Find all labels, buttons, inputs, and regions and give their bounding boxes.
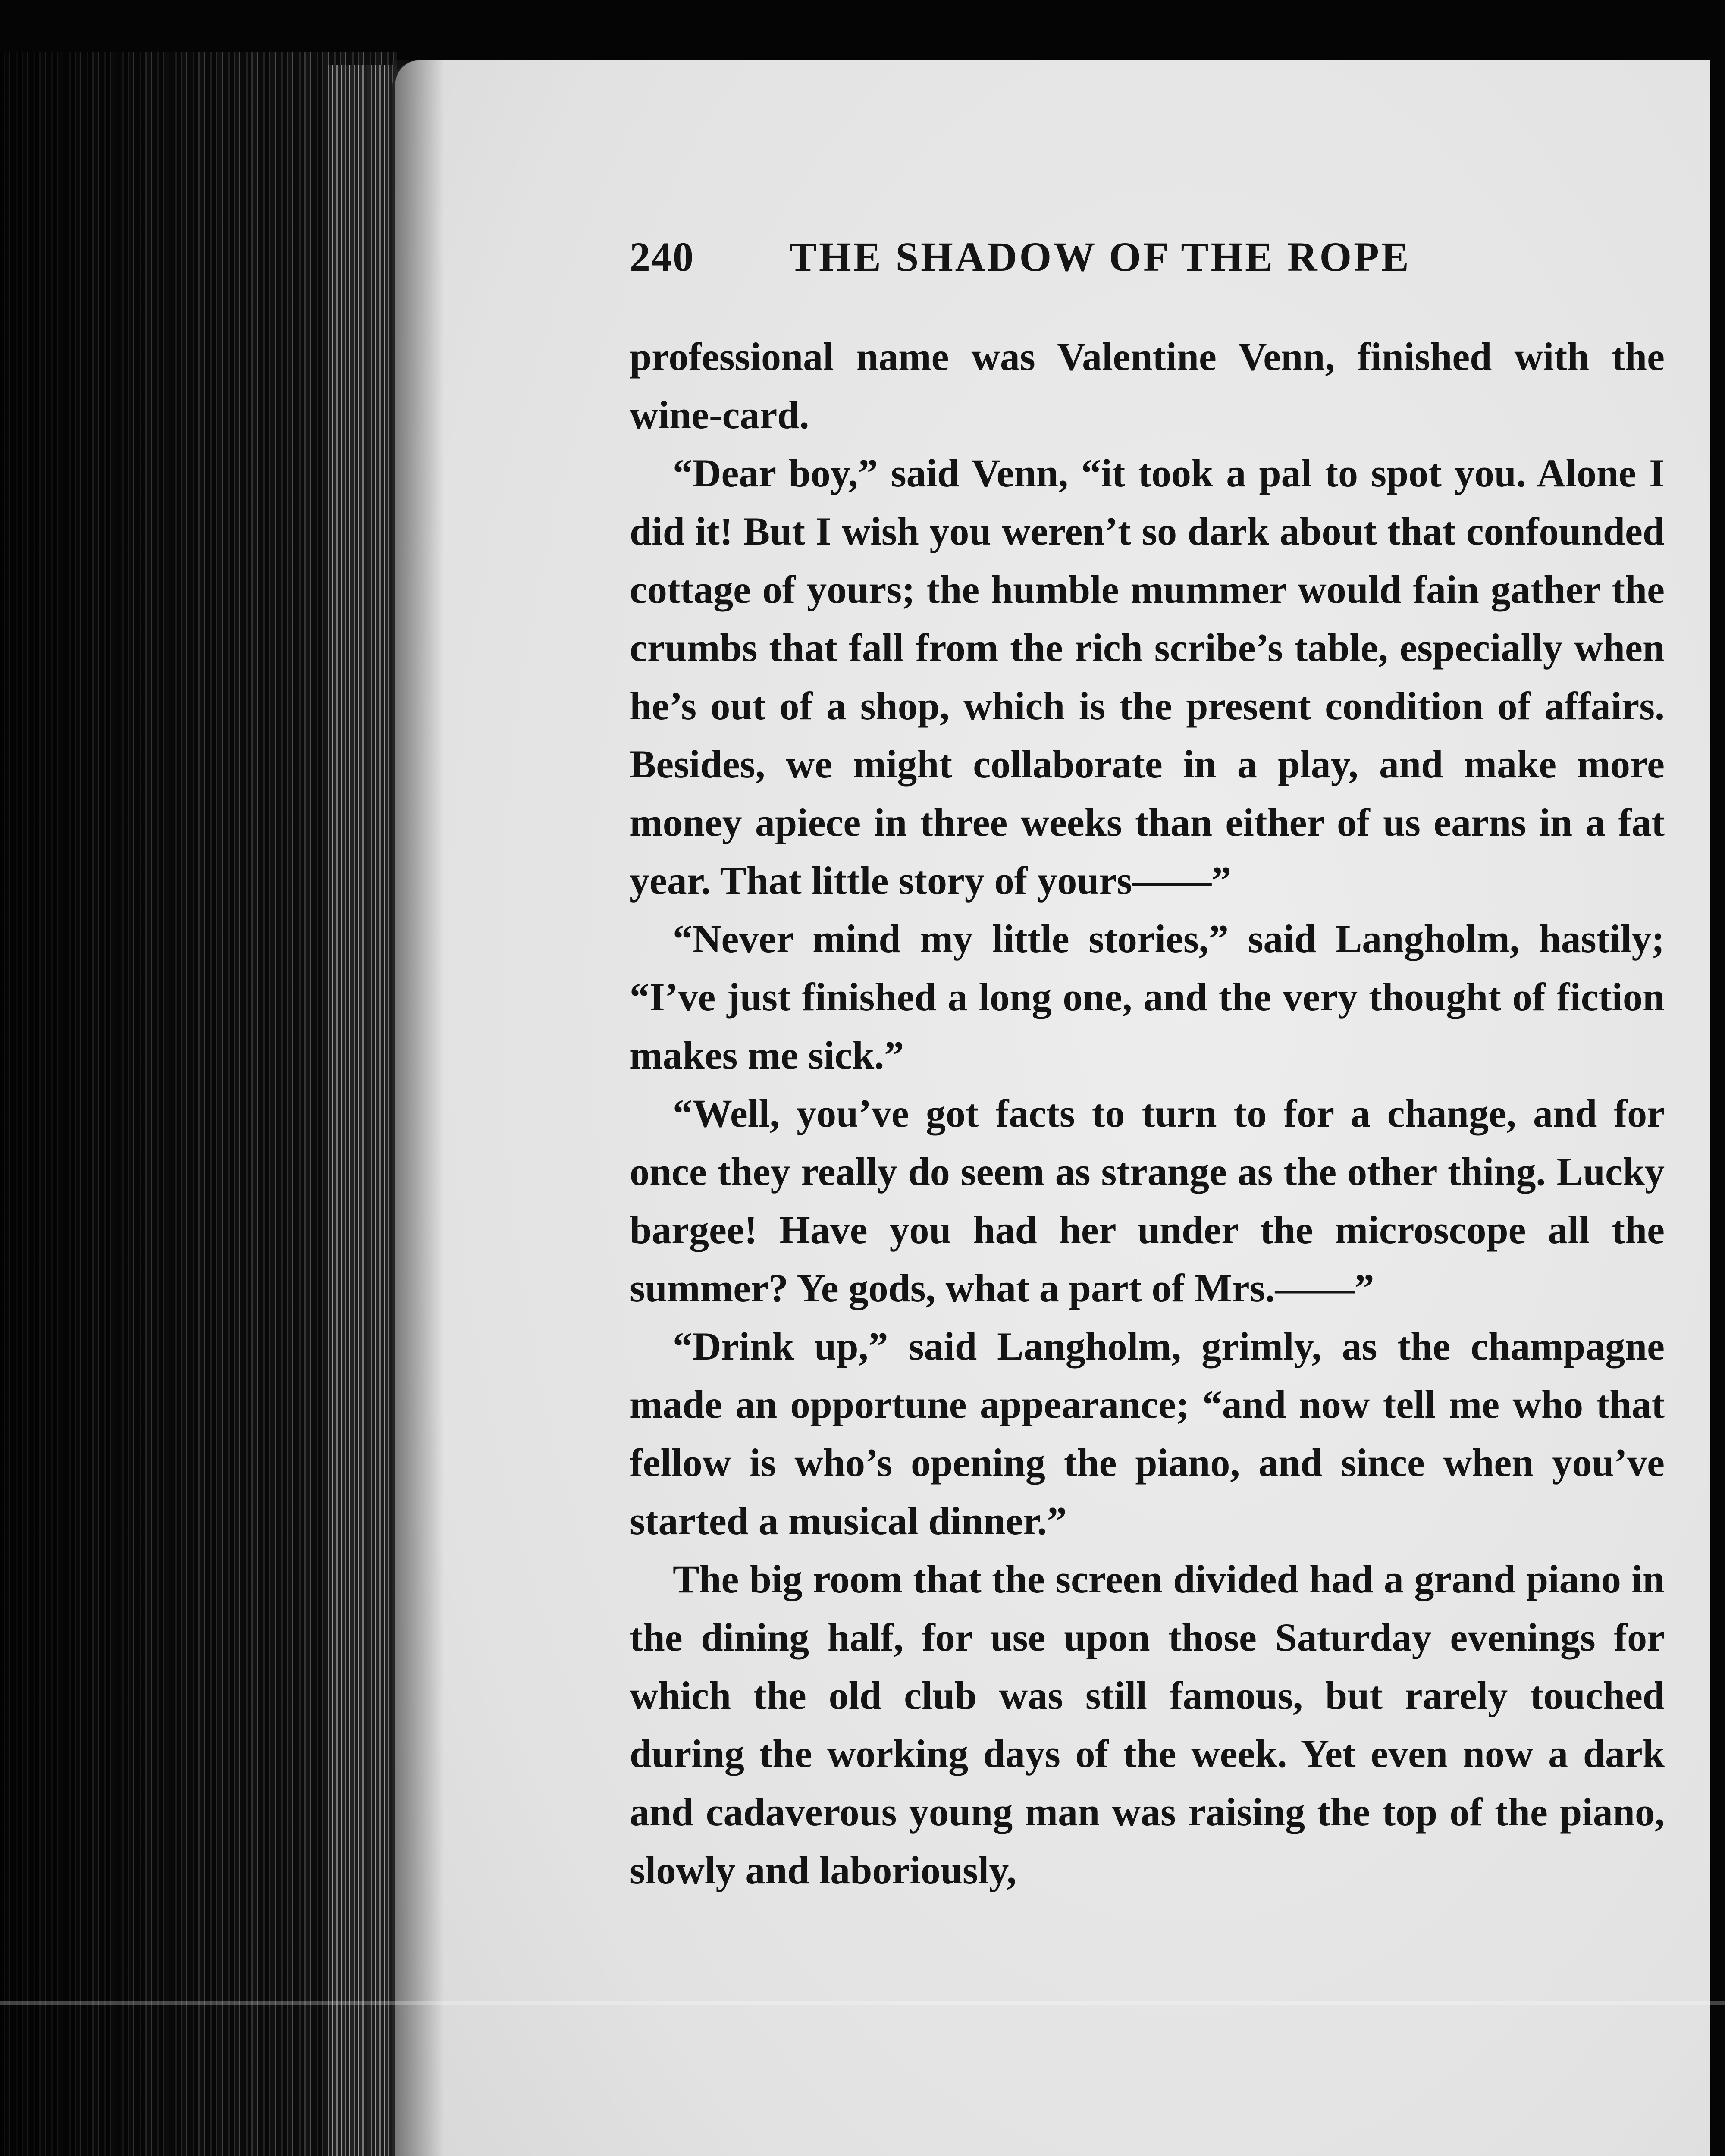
inner-page-edges <box>328 65 397 2156</box>
page-header <box>630 224 1509 289</box>
page-number: 240 <box>630 234 694 280</box>
scan-artifact-line <box>0 2001 1725 2005</box>
gutter-shadow <box>392 60 444 2156</box>
paragraph: The big room that the screen divided had a grand piano in the dining half, for use upon those Saturday evenings for which the old club was still famous, but rarely touched during the working days of the week. Yet even now a dark and cadaverous young man was raising the top of the piano, slowly and laboriously, <box>630 1557 1665 1892</box>
paragraph: “Never mind my little stories,” said Langholm, hastily; “I’ve just finished a long one, and the very thought of fiction makes me sick.” <box>630 917 1665 1077</box>
paragraph: professional name was Valentine Venn, finished with the wine-card. <box>630 335 1665 437</box>
running-head: THE SHADOW OF THE ROPE <box>789 234 1411 280</box>
paragraph: “Well, you’ve got facts to turn to for a change, and for once they really do seem as strange as the other thing. Lucky bargee! Have you had her under the microscope all the summer? Ye gods, what a part of Mrs.——” <box>630 1091 1665 1310</box>
paragraph: “Dear boy,” said Venn, “it took a pal to spot you. Alone I did it! But I wish you weren’t so dark about that confounded cottage of yours; the humble mummer would fain gather the crumbs that fall from the rich scribe’s table, especially when he’s out of a shop, which is the present condition of affairs. Besides, we might collaborate in a play, and make more money apiece in three weeks than either of us earns in a fat year. That little story of yours——” <box>630 451 1665 903</box>
page-body <box>630 328 1665 1899</box>
paragraph: “Drink up,” said Langholm, grimly, as the champagne made an opportune appearance; “and now tell me who that fellow is who’s opening the piano, and since when you’ve started a musical dinner.” <box>630 1324 1665 1543</box>
